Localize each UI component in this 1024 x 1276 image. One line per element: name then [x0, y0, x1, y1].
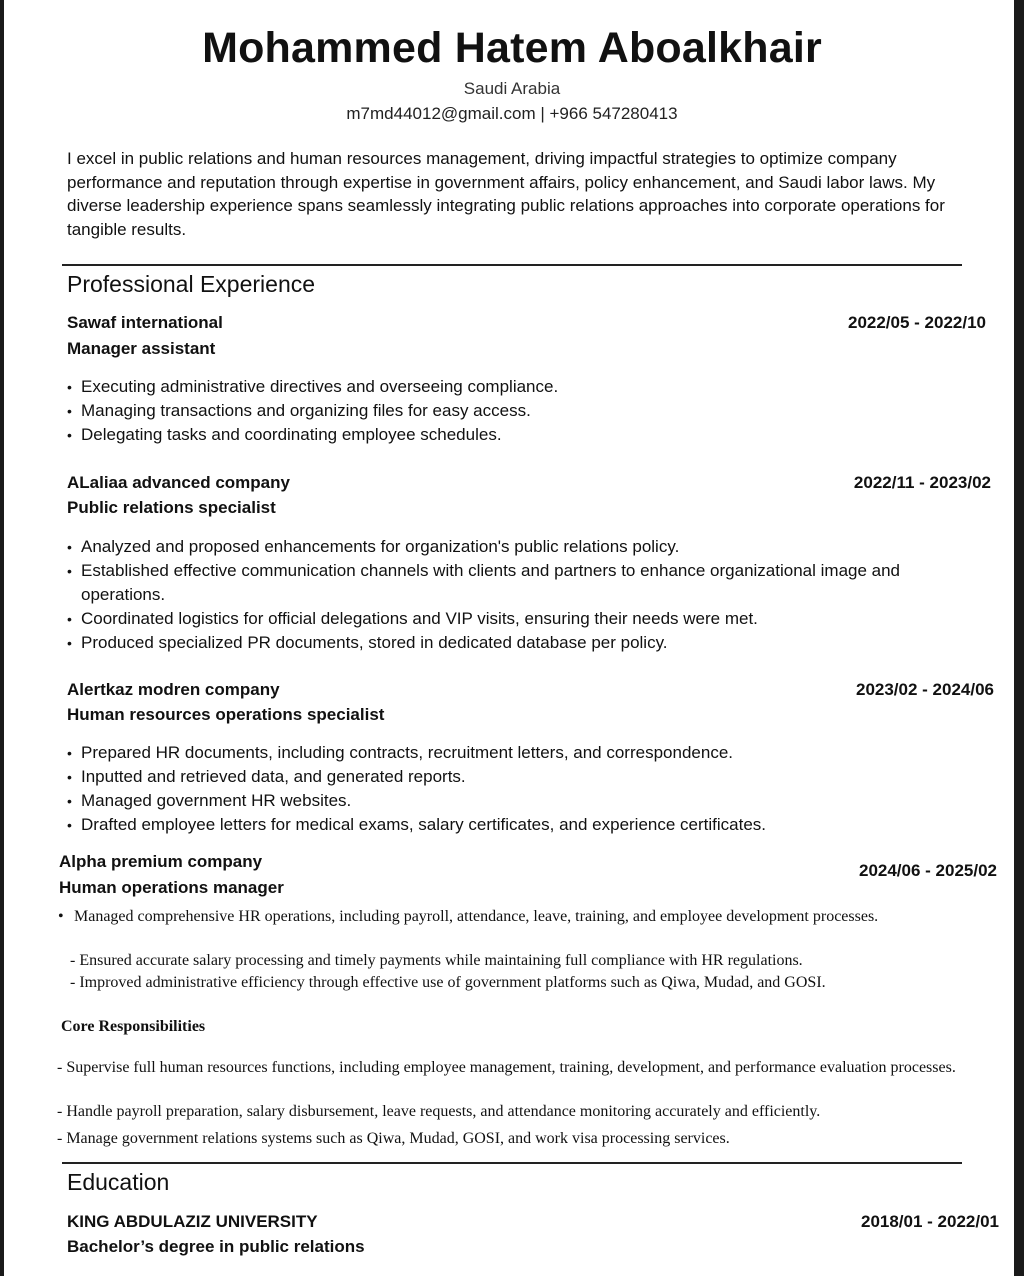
resume-name: Mohammed Hatem Aboalkhair: [202, 24, 822, 72]
job-bullets: [67, 741, 967, 837]
job-role: Human resources operations specialist: [67, 705, 385, 724]
job-dates: 2023/02 - 2024/06: [855, 680, 994, 699]
education-school: KING ABDULAZIZ UNIVERSITY: [67, 1212, 318, 1231]
page-left-edge: [0, 0, 4, 1276]
core-responsibilities-title: Core Responsibilities: [61, 1018, 206, 1035]
section-divider: [62, 264, 962, 266]
list-item: - Ensured accurate salary processing and timely payments while maintaining full compliance with HR regulations.: [70, 952, 803, 969]
job-company: Sawaf international: [67, 313, 223, 332]
list-item: • Managed government HR websites.: [67, 789, 967, 813]
job-bullets: [67, 535, 962, 655]
list-item: • Drafted employee letters for medical exams, salary certificates, and experience certificates.: [67, 813, 967, 837]
list-item: - Handle payroll preparation, salary disbursement, leave requests, and attendance monitoring accurately and efficiently.: [57, 1103, 821, 1120]
job-dates: 2024/06 - 2025/02: [858, 861, 997, 880]
list-item: • Coordinated logistics for official delegations and VIP visits, ensuring their needs were met.: [67, 607, 962, 631]
list-item: • Established effective communication channels with clients and partners to enhance organizational image and operations.: [67, 559, 962, 607]
job-role: Human operations manager: [59, 878, 284, 897]
list-item: • Inputted and retrieved data, and generated reports.: [67, 765, 967, 789]
list-item: - Manage government relations systems such as Qiwa, Mudad, GOSI, and work visa processing services.: [57, 1130, 730, 1147]
job-dates: 2022/05 - 2022/10: [847, 313, 986, 332]
education-section-title: Education: [67, 1169, 170, 1195]
list-item: Managed comprehensive HR operations, including payroll, attendance, leave, training, and employee development processes.: [74, 908, 879, 925]
list-item: • Produced specialized PR documents, stored in dedicated database per policy.: [67, 631, 962, 655]
list-item: • Managing transactions and organizing files for easy access.: [67, 399, 967, 423]
list-item: • Prepared HR documents, including contracts, recruitment letters, and correspondence.: [67, 741, 967, 765]
job-role: Manager assistant: [67, 339, 216, 358]
section-divider: [62, 1162, 962, 1164]
list-item: • Analyzed and proposed enhancements for organization's public relations policy.: [67, 535, 962, 559]
job-dates: 2022/11 - 2023/02: [853, 473, 991, 492]
job-company: ALaliaa advanced company: [67, 473, 290, 492]
list-item: • Executing administrative directives and overseeing compliance.: [67, 375, 967, 399]
job-company: Alpha premium company: [59, 852, 263, 871]
job-role: Public relations specialist: [67, 498, 276, 517]
page-right-edge: [1014, 0, 1024, 1276]
list-item: - Improved administrative efficiency through effective use of government platforms such as Qiwa, Mudad, and GOSI.: [70, 974, 826, 991]
job-bullet-serif: • Managed comprehensive HR operations, including payroll, attendance, leave, training, and employee development processes.: [58, 908, 879, 925]
resume-summary: I excel in public relations and human resources management, driving impactful strategies to optimize company performance and reputation through expertise in government affairs, policy enhancement, and Saudi labor laws. My diverse leadership experience spans seamlessly integrating public relations approaches into corporate operations for tangible results.: [67, 149, 945, 239]
list-item: • Delegating tasks and coordinating employee schedules.: [67, 423, 967, 447]
list-item: - Supervise full human resources functions, including employee management, training, development, and performance evaluation processes.: [57, 1059, 956, 1076]
resume-contact: m7md44012@gmail.com | +966 547280413: [346, 104, 678, 123]
education-degree: Bachelor’s degree in public relations: [67, 1237, 365, 1256]
job-company: Alertkaz modren company: [67, 680, 280, 699]
experience-section-title: Professional Experience: [67, 271, 316, 297]
education-dates: 2018/01 - 2022/01: [860, 1212, 999, 1231]
job-bullets: [67, 375, 967, 447]
resume-location: Saudi Arabia: [463, 79, 561, 98]
